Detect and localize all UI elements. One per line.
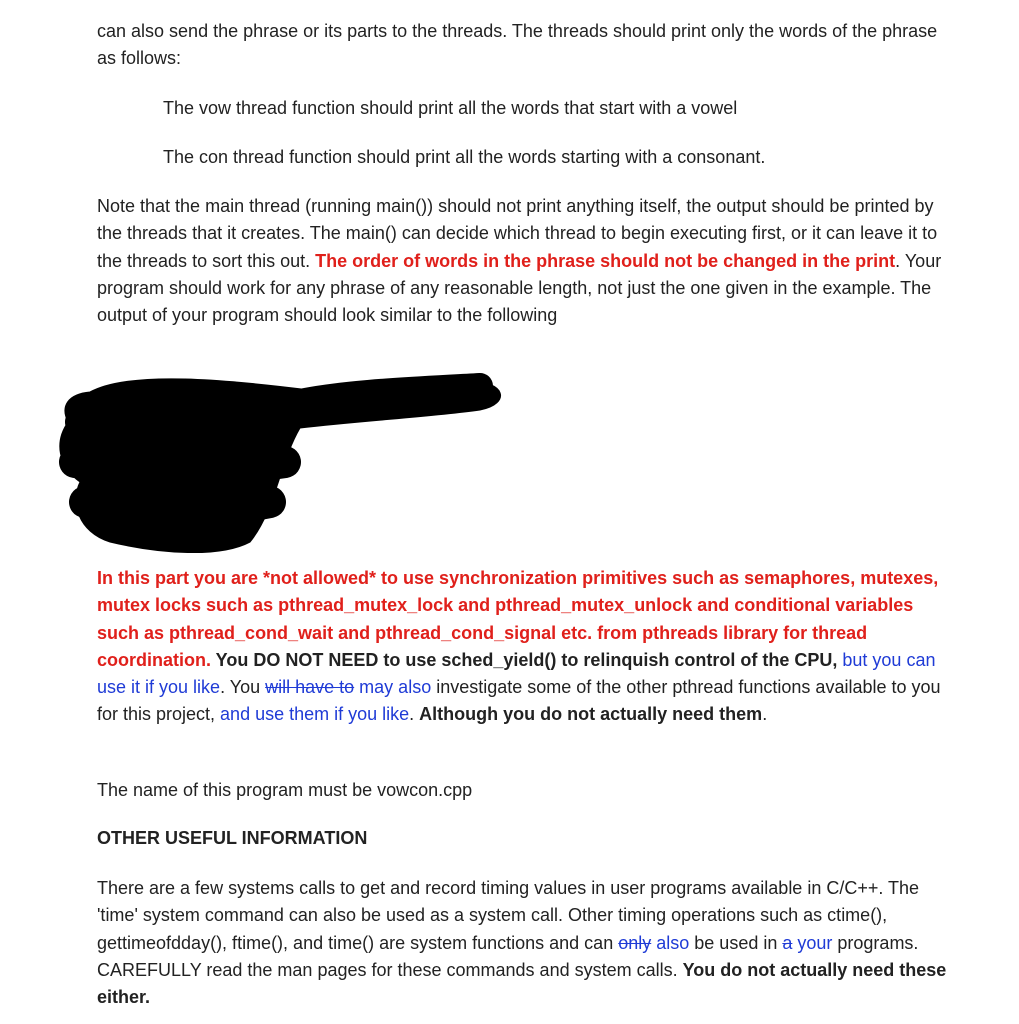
prohibition-text: In this part you are *not allowed* to use synchronization primitives such as semaphores, mutexes, mutex locks such as pthread_mutex_lock and pthread_mutex_unlock and conditional variables such as pthread_cond_wait and pthread_cond_signal etc. from pthreads library for thread coordination.	[97, 568, 939, 670]
inserted-your: your	[792, 932, 833, 953]
note-paragraph	[97, 193, 957, 329]
info-not-needed: You do not actually need these either.	[97, 959, 947, 1008]
intro-paragraph	[97, 18, 957, 73]
con-description	[163, 144, 963, 171]
info-text-1: There are a few systems calls to get and record timing values in user programs available in C/C++. The 'time' system command can also be used as a system call. Other timing operations such as ctime(), gettimeofdday(), ftime(), and time() are system functions and can	[97, 878, 920, 953]
note-text-1: Note that the main thread (running main()) should not print anything itself, the output should be printed by the threads that it creates. The main() can decide which thread to begin executing first, or it can leave it to the threads to sort this out.	[97, 196, 938, 271]
program-name-line	[97, 777, 957, 804]
sched-yield-optional: but you can use it if you like	[97, 649, 936, 698]
rules-text-4: .	[762, 704, 768, 725]
rules-paragraph	[97, 565, 957, 729]
inserted-text: may also	[354, 677, 432, 698]
heading-text: OTHER USEFUL INFORMATION	[97, 828, 368, 848]
redaction-scribble	[50, 362, 520, 562]
info-paragraph	[97, 875, 957, 1011]
program-name-text: The name of this program must be vowcon.cpp	[97, 780, 473, 800]
con-text: The con thread function should print all the words starting with a consonant.	[163, 147, 766, 167]
vow-text: The vow thread function should print all the words that start with a vowel	[163, 98, 738, 118]
rules-text-2: investigate some of the other pthread functions available to you for this project,	[97, 677, 941, 725]
inserted-also: also	[651, 932, 690, 953]
rules-text-1: . You	[220, 677, 266, 698]
info-text-2: be used in	[689, 932, 783, 953]
optional-use-text: and use them if you like	[220, 704, 410, 725]
not-needed-text: Although you do not actually need them	[419, 704, 763, 725]
info-text-3: programs. CAREFULLY read the man pages for these commands and system calls.	[97, 932, 919, 980]
struck-text: will have to	[265, 677, 355, 698]
sched-yield-note: You DO NOT NEED to use sched_yield() to relinquish control of the CPU,	[211, 649, 838, 670]
vow-description	[163, 95, 963, 122]
rules-text-3: .	[409, 704, 420, 725]
struck-only: only	[618, 932, 652, 953]
intro-text: can also send the phrase or its parts to the threads. The threads should print only the words of the phrase as follows:	[97, 21, 938, 69]
section-heading	[97, 825, 957, 852]
note-text-2: . Your program should work for any phrase of any reasonable length, not just the one given in the example. The output of your program should look similar to the following	[97, 250, 942, 326]
note-emphasis: The order of words in the phrase should not be changed in the print	[315, 250, 896, 271]
struck-a: a	[782, 932, 793, 953]
